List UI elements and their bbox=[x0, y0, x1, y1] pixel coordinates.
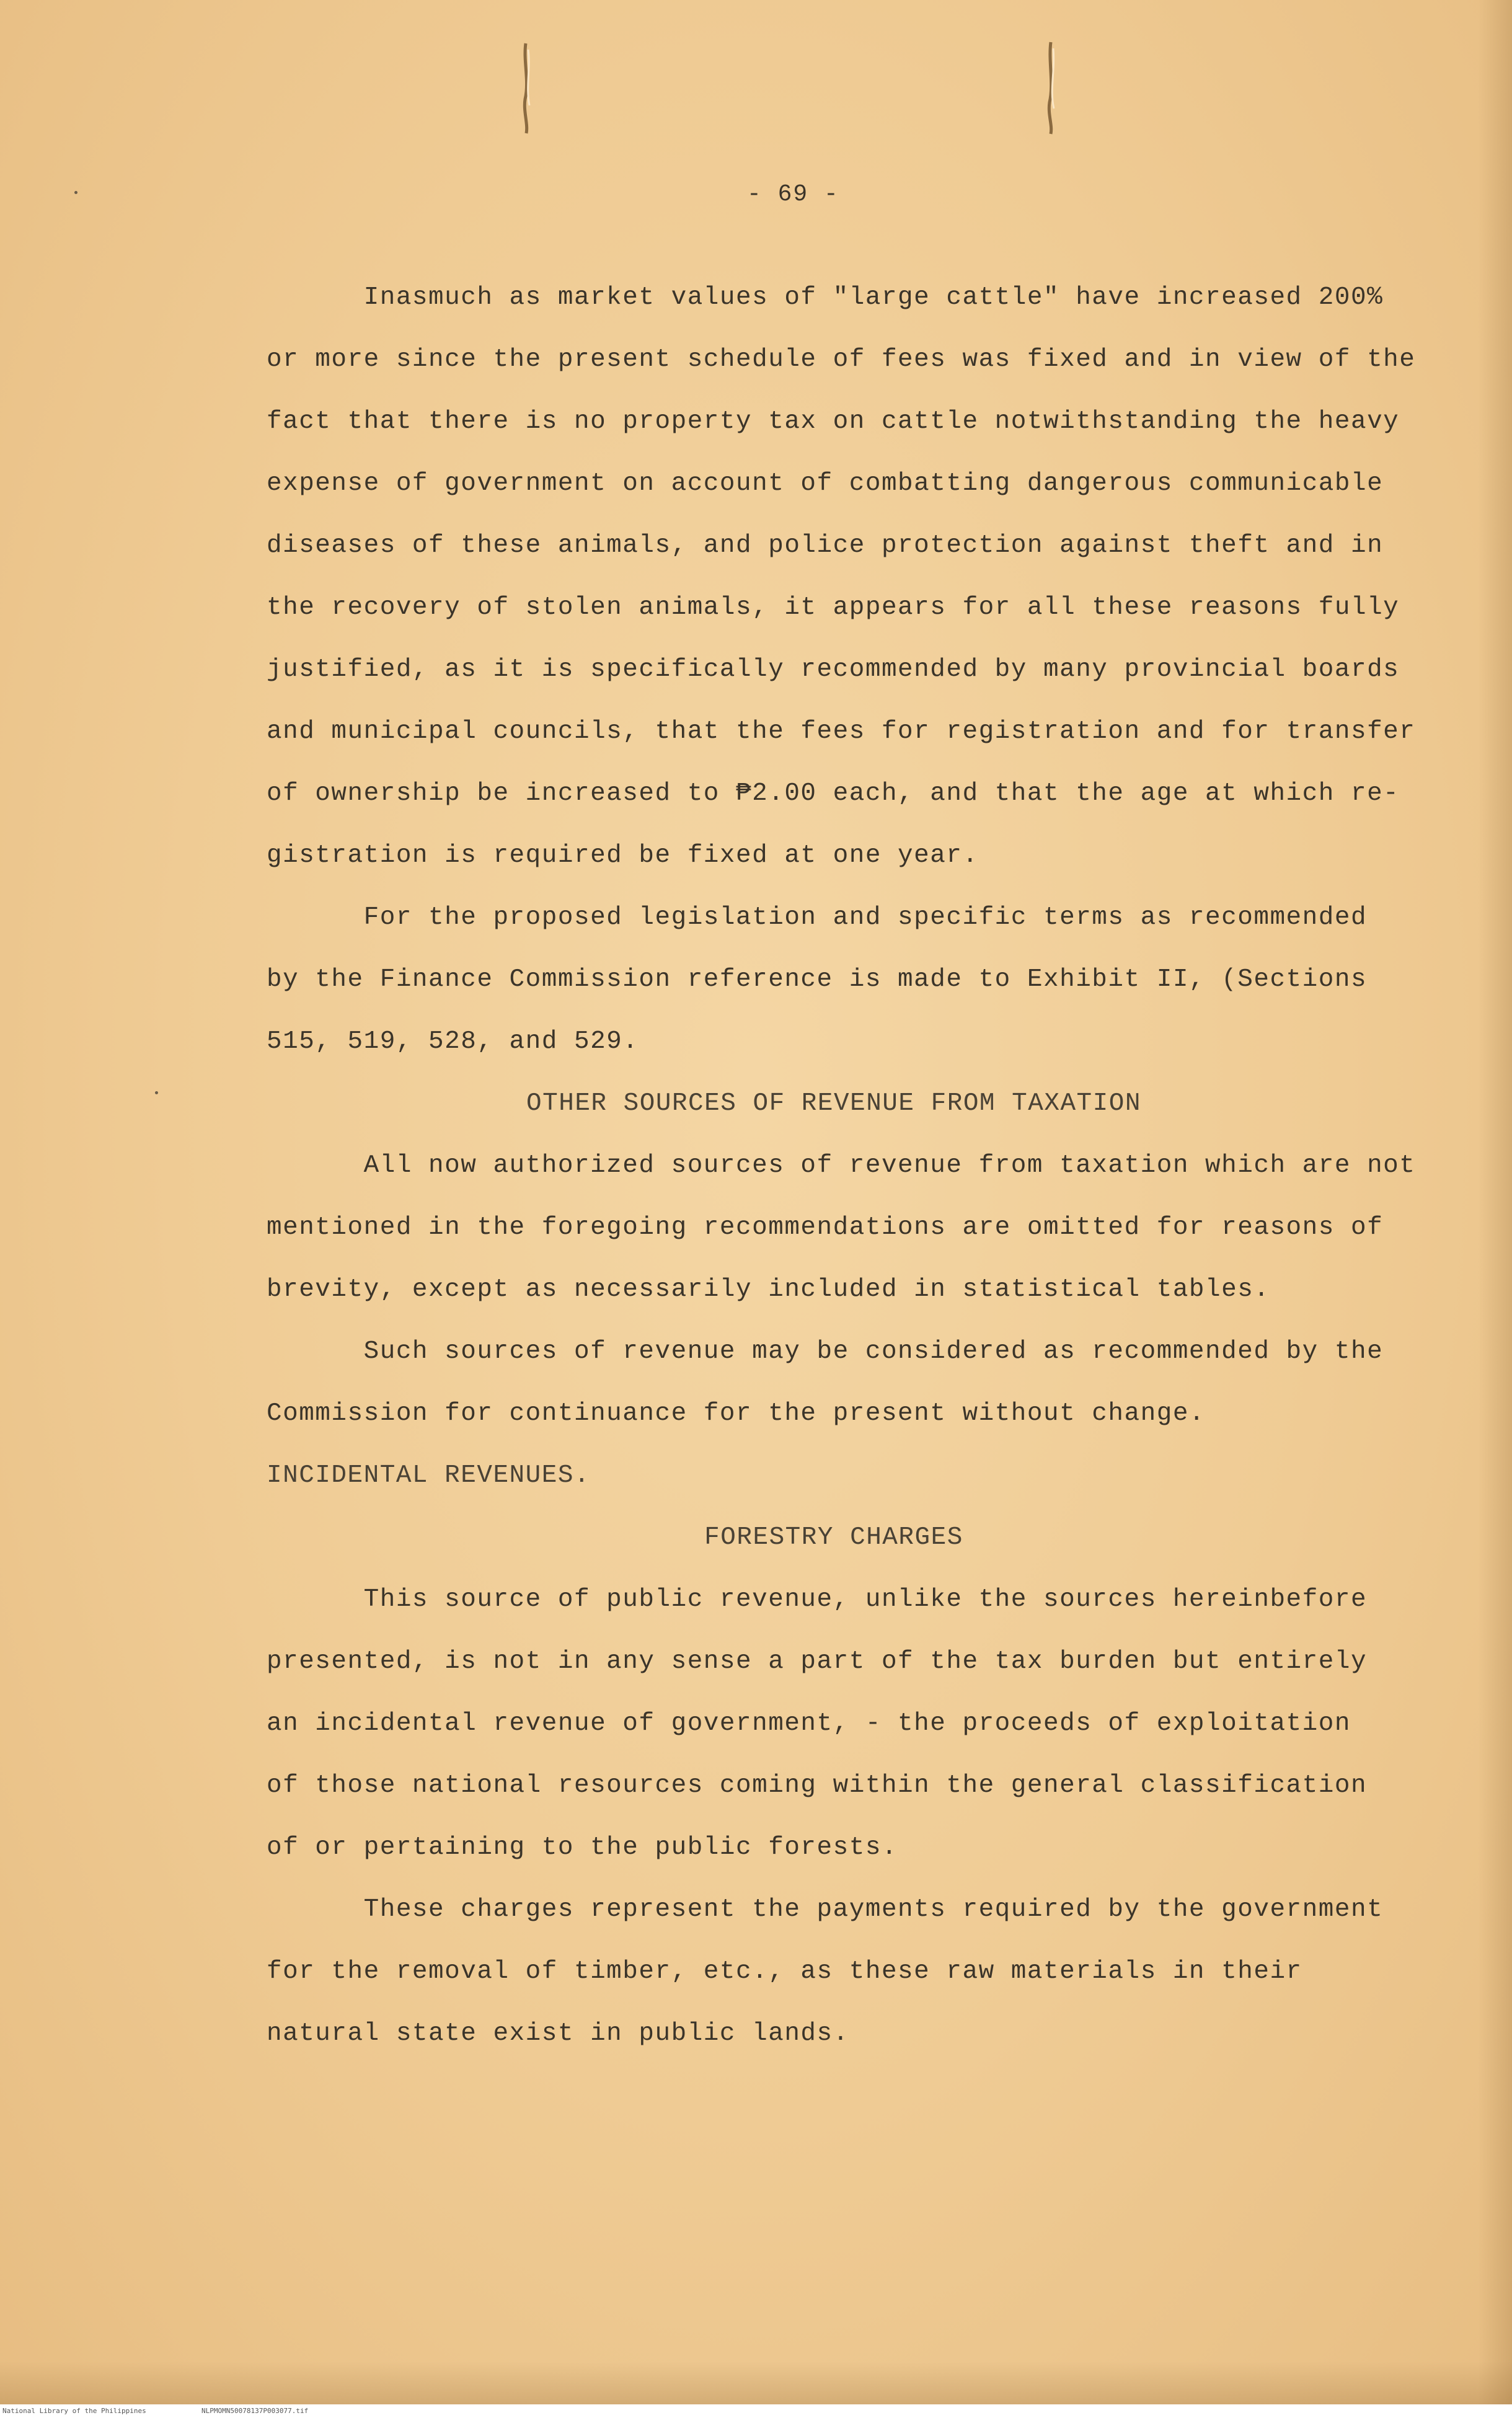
text-line: of ownership be increased to ₱2.00 each, and that the age at which re- bbox=[267, 779, 1400, 808]
text-line: mentioned in the foregoing recommendations are omitted for reasons of bbox=[267, 1213, 1384, 1242]
paper-shadow-bottom bbox=[0, 2361, 1512, 2404]
text-line: fact that there is no property tax on cattle notwithstanding the heavy bbox=[267, 407, 1400, 436]
text-line: Inasmuch as market values of "large cattle" have increased 200% bbox=[267, 283, 1384, 312]
text-line: diseases of these animals, and police protection against theft and in bbox=[267, 531, 1384, 560]
text-line: Commission for continuance for the present without change. bbox=[267, 1399, 1206, 1428]
text-line: expense of government on account of combatting dangerous communicable bbox=[267, 469, 1384, 498]
text-line: of or pertaining to the public forests. bbox=[267, 1833, 898, 1862]
text-line: presented, is not in any sense a part of the tax burden but entirely bbox=[267, 1647, 1368, 1676]
typed-body-text bbox=[267, 267, 1416, 2065]
text-line: brevity, except as necessarily included in statistical tables. bbox=[267, 1275, 1270, 1304]
footer-file-id: NLPMOMN50078137P003077.tif bbox=[201, 2407, 309, 2415]
text-line: or more since the present schedule of fees was fixed and in view of the bbox=[267, 345, 1416, 374]
text-line: All now authorized sources of revenue from taxation which are not bbox=[267, 1151, 1416, 1180]
section-heading-incidental-revenues: INCIDENTAL REVENUES. bbox=[267, 1461, 591, 1490]
paper-speck bbox=[155, 1091, 158, 1094]
text-line: 515, 519, 528, and 529. bbox=[267, 1027, 639, 1056]
text-line: the recovery of stolen animals, it appears for all these reasons fully bbox=[267, 593, 1400, 622]
text-line: of those national resources coming within the general classification bbox=[267, 1771, 1368, 1800]
footer-library-name: National Library of the Philippines bbox=[2, 2407, 146, 2415]
page-number: - 69 - bbox=[747, 181, 839, 208]
text-line: gistration is required be fixed at one year. bbox=[267, 841, 979, 870]
text-line: For the proposed legislation and specific terms as recommended bbox=[267, 903, 1368, 932]
staple-hole-left-icon bbox=[515, 37, 539, 136]
text-line: justified, as it is specifically recommended by many provincial boards bbox=[267, 655, 1400, 684]
paper-shadow-right bbox=[1478, 0, 1512, 2418]
text-line: These charges represent the payments required by the government bbox=[267, 1895, 1384, 1924]
paper-speck bbox=[74, 191, 77, 194]
text-line: This source of public revenue, unlike the sources hereinbefore bbox=[267, 1585, 1368, 1614]
text-line: by the Finance Commission reference is made to Exhibit II, (Sections bbox=[267, 965, 1368, 994]
scan-footer bbox=[0, 2404, 1512, 2418]
text-line: an incidental revenue of government, - the proceeds of exploitation bbox=[267, 1709, 1351, 1738]
text-line: Such sources of revenue may be considered as recommended by the bbox=[267, 1337, 1384, 1366]
staple-hole-right-icon bbox=[1038, 37, 1063, 136]
text-line: for the removal of timber, etc., as these raw materials in their bbox=[267, 1957, 1302, 1986]
text-line: and municipal councils, that the fees for registration and for transfer bbox=[267, 717, 1416, 746]
text-line: natural state exist in public lands. bbox=[267, 2019, 849, 2048]
section-heading-forestry-charges: FORESTRY CHARGES bbox=[704, 1523, 963, 1552]
section-heading-other-sources: OTHER SOURCES OF REVENUE FROM TAXATION bbox=[526, 1089, 1141, 1118]
